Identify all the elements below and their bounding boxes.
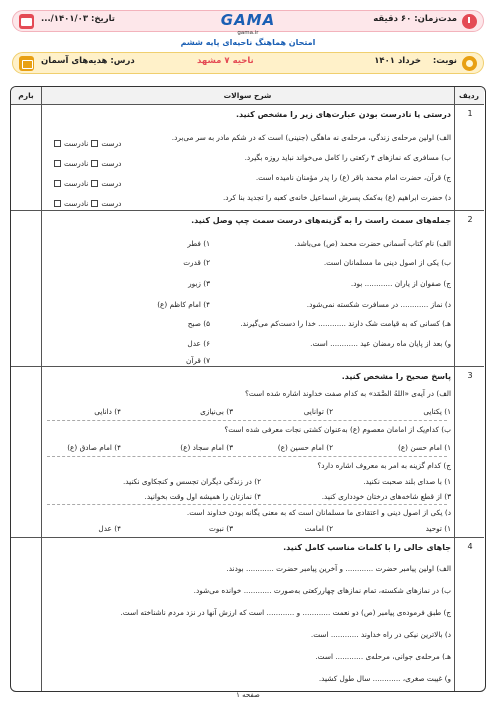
divider xyxy=(47,456,447,457)
score-header: بارم xyxy=(18,91,34,100)
fill-blank: ب) در نمازهای شکسته، تمام نمازهای چهاررکعتی به‌صورت ............ خوانده می‌شود. xyxy=(193,586,451,595)
mc-option[interactable]: ۲) امامت xyxy=(304,524,333,533)
question-title: پاسخ صحیح را مشخص کنید. xyxy=(341,372,451,381)
statement: د) حضرت ابراهیم (ع) به‌کمک پسرش اسماعیل خانه‌ی کعبه را تجدید بنا کرد. xyxy=(222,193,451,202)
mc-option[interactable]: ۲) امام حسین (ع) xyxy=(277,443,333,452)
checkbox[interactable] xyxy=(54,180,61,187)
question-number: 2 xyxy=(467,215,473,224)
row-header: ردیف xyxy=(459,91,479,100)
sun-icon xyxy=(462,56,477,71)
checkbox[interactable] xyxy=(91,200,98,207)
question-number: 4 xyxy=(467,542,473,551)
mc-option[interactable]: ۴) نمازتان را همیشه اول وقت بخوانید. xyxy=(144,492,261,501)
mc-question: الف) در آیه‌ی «اللهُ الصَّمَد» به کدام صفت خداوند اشاره شده است؟ xyxy=(244,389,451,398)
header-row-bottom xyxy=(12,52,484,74)
fill-blank: و) غیبت صغری، ............ سال طول کشید. xyxy=(318,674,451,683)
matching-option: ۱) فطر xyxy=(187,239,210,248)
true-false-choice: درستنادرست xyxy=(51,159,121,168)
region-label: ناحیه ۷ مشهد xyxy=(197,56,254,66)
question-title: جمله‌های سمت راست را به گزینه‌های درست سمت چپ وصل کنید. xyxy=(191,216,451,225)
date-label: تاریخ: ۱۴۰۱/۰۳/... xyxy=(41,14,115,24)
mc-option[interactable]: ۱) یکتایی xyxy=(423,407,451,416)
question-3 xyxy=(11,367,484,538)
mc-option[interactable]: ۴) دانایی xyxy=(94,407,121,416)
matching-item: ب) یکی از اصول دینی ما مسلمانان است. xyxy=(323,258,451,267)
mc-option[interactable]: ۱) با صدای بلند صحبت نکنید. xyxy=(363,477,451,486)
mc-option[interactable]: ۱) امام حسن (ع) xyxy=(397,443,451,452)
mc-option[interactable]: ۴) امام صادق (ع) xyxy=(67,443,121,452)
logo-text: GAMA xyxy=(220,11,276,29)
books-icon xyxy=(19,56,34,71)
question-title: جاهای خالی را با کلمات مناسب کامل کنید. xyxy=(283,543,451,552)
true-false-choice: درستنادرست xyxy=(51,179,121,188)
divider xyxy=(47,420,447,421)
fill-blank: الف) اولین پیامبر حضرت ............ و آخرین پیامبر حضرت ............ بودند. xyxy=(226,564,451,573)
question-number: 1 xyxy=(467,109,473,118)
mc-option[interactable]: ۲) در زندگی دیگران تجسس و کنجکاوی نکنید. xyxy=(122,477,261,486)
fill-blank: د) بالاترین نیکی در راه خداوند ............ است. xyxy=(310,630,451,639)
fill-blank: هـ) مرحله‌ی جوانی، مرحله‌ی ............ است. xyxy=(315,652,451,661)
mc-question: ج) کدام گزینه به امر به معروف اشاره دارد؟ xyxy=(317,461,451,470)
checkbox[interactable] xyxy=(91,180,98,187)
mc-option[interactable]: ۴) عدل xyxy=(98,524,121,533)
checkbox[interactable] xyxy=(91,140,98,147)
mc-option[interactable]: ۳) از قطع شاخه‌های درختان خودداری کنید. xyxy=(321,492,451,501)
fill-blank: ج) طبق فرموده‌ی پیامبر (ص) دو نعمت ............ و ............ است که ارزش آنها در نزد مردم ناشناخته است. xyxy=(120,608,451,617)
question-4 xyxy=(11,538,484,692)
matching-option: ۳) زبور xyxy=(188,279,210,288)
matching-option: ۵) صبح xyxy=(187,319,210,328)
mc-question: ب) کدام‌یک از امامان معصوم (ع) به‌عنوان کشتی نجات معرفی شده است؟ xyxy=(224,425,451,434)
subject-label: درس: هدیه‌های آسمان xyxy=(41,56,135,66)
checkbox[interactable] xyxy=(91,160,98,167)
statement: الف) اولین مرحله‌ی زندگی، مرحله‌ی نه ماهگی (جنینی) است که در شکم مادر به سر می‌برد. xyxy=(171,133,451,142)
matching-option: ۴) امام کاظم (ع) xyxy=(157,300,210,309)
matching-item: هـ) کسانی که به قیامت شک دارند ............ خدا را دست‌کم می‌گیرند. xyxy=(240,319,451,328)
matching-item: د) نماز ............ در مسافرت شکسته نمی‌شود. xyxy=(306,300,451,309)
table-header xyxy=(11,87,484,105)
page-footer: صفحه ۱ xyxy=(236,691,260,699)
description-header: شرح سوالات xyxy=(223,91,272,100)
mc-option[interactable]: ۳) نبوت xyxy=(209,524,233,533)
mc-option[interactable]: ۲) توانایی xyxy=(303,407,333,416)
calendar-icon xyxy=(19,14,34,29)
matching-option: ۷) قرآن xyxy=(186,356,210,365)
duration-label: مدت‌زمان: ۶۰ دقیقه xyxy=(373,14,457,24)
mc-question: د) یکی از اصول دینی و اعتقادی ما مسلمانان است که به معنی یگانه بودن خداوند است. xyxy=(186,508,451,517)
matching-item: الف) نام کتاب آسمانی حضرت محمد (ص) می‌باشد. xyxy=(294,239,451,248)
matching-option: ۶) عدل xyxy=(187,339,210,348)
questions-table xyxy=(10,86,486,692)
question-title: درستی یا نادرست بودن عبارت‌های زیر را مشخص کنید. xyxy=(235,110,451,119)
question-1 xyxy=(11,105,484,211)
checkbox[interactable] xyxy=(54,200,61,207)
divider xyxy=(47,504,447,505)
month-label: خرداد ۱۴۰۱ xyxy=(374,56,421,66)
mc-option[interactable]: ۳) بی‌نیازی xyxy=(200,407,233,416)
true-false-choice: درستنادرست xyxy=(51,139,121,148)
statement: ب) مسافری که نمازهای ۴ رکعتی را کامل می‌خواند نباید روزه بگیرد. xyxy=(244,153,451,162)
shift-label: نوبت: xyxy=(432,56,457,66)
clock-icon xyxy=(462,14,477,29)
question-number: 3 xyxy=(467,371,473,380)
exam-title: امتحان هماهنگ ناحیه‌ای پایه ششم xyxy=(180,38,316,47)
question-2 xyxy=(11,211,484,367)
matching-item: ج) صفوان از یاران ............ بود. xyxy=(350,279,451,288)
matching-item: و) بعد از پایان ماه رمضان عید ............ است. xyxy=(310,339,451,348)
checkbox[interactable] xyxy=(54,140,61,147)
checkbox[interactable] xyxy=(54,160,61,167)
logo-url: gama.ir xyxy=(237,30,259,36)
statement: ج) قرآن، حضرت امام محمد باقر (ع) را پدر مؤمنان نامیده است. xyxy=(255,173,451,182)
mc-option[interactable]: ۳) امام سجاد (ع) xyxy=(180,443,233,452)
true-false-choice: درستنادرست xyxy=(51,199,121,208)
matching-option: ۲) قدرت xyxy=(183,258,210,267)
mc-option[interactable]: ۱) توحید xyxy=(425,524,451,533)
